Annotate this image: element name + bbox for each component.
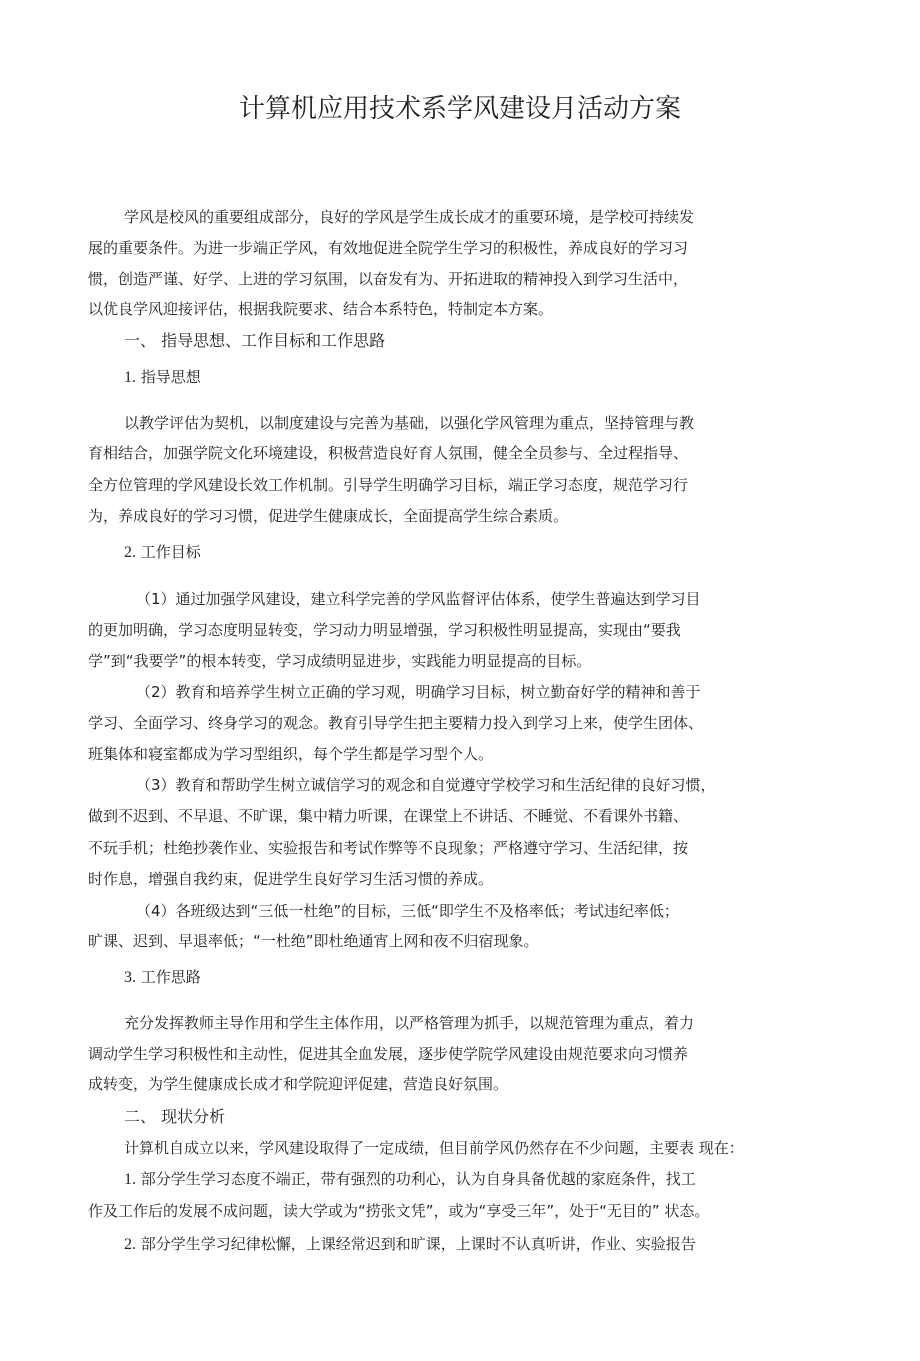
- status-item-text: 部分学生学习态度不端正，带有强烈的功利心，认为自身具备优越的家庭条件，找工: [140, 1170, 696, 1188]
- status-item-number: 1.: [124, 1171, 136, 1188]
- sub-heading-number: 1.: [124, 369, 136, 386]
- status-item-2-line-1: [124, 1233, 696, 1254]
- goal-item-2-line-3: 班集体和寝室都成为学习型组织，每个学生都是学习型个人。: [88, 745, 494, 763]
- goal-item-4-line-1: [136, 900, 679, 921]
- sub-heading-label: 工作目标: [140, 543, 201, 561]
- goal-item-4-line-2: 旷课、迟到、早退率低；“一杜绝”即杜绝通宵上网和夜不归宿现象。: [88, 932, 539, 950]
- approach-line-2: 调动学生学习积极性和主动性，促进其全血发展，逐步使学院学风建设由规范要求向习惯养: [88, 1045, 689, 1063]
- sub-heading-label: 指导思想: [140, 368, 201, 386]
- intro-line-1: 学风是校风的重要组成部分，良好的学风是学生成长成才的重要环境，是学校可持续发: [124, 208, 695, 226]
- intro-line-3: 惯，创造严谨、好学、上进的学习氛围，以奋发有为、开拓进取的精神投入到学习生活中，: [88, 270, 689, 288]
- goal-item-number: （3）: [136, 776, 176, 794]
- goal-item-number: （2）: [136, 683, 176, 701]
- goal-item-1-line-2: 的更加明确，学习态度明显转变，学习动力明显增强，学习积极性明显提高，实现由“要我: [88, 621, 681, 639]
- goal-item-text: 各班级达到“三低一杜绝”的目标，三低“即学生不及格率低；考试违纪率低；: [175, 902, 679, 920]
- goal-item-1-line-3: 学”到“我要学”的根本转变，学习成绩明显进步，实践能力明显提高的目标。: [88, 652, 592, 670]
- goal-item-text: 教育和培养学生树立正确的学习观，明确学习目标，树立勤奋好学的精神和善于: [175, 683, 701, 701]
- goal-item-number: （4）: [136, 902, 176, 920]
- sub-heading-work-goals: [124, 541, 201, 562]
- section-1-heading: 一、 指导思想、工作目标和工作思路: [124, 331, 386, 350]
- sub-heading-work-approach: [124, 966, 201, 987]
- status-intro: 计算机自成立以来，学风建设取得了一定成绩，但目前学风仍然存在不少问题，主要表 现在：: [124, 1139, 744, 1157]
- goal-item-number: （1）: [136, 590, 176, 608]
- sub-heading-guiding-thought: [124, 366, 201, 387]
- goal-item-3-line-4: 时作息，增强自我约束，促进学生良好学习生活习惯的养成。: [88, 870, 494, 888]
- goal-item-2-line-2: 学习、全面学习、终身学习的观念。教育引导学生把主要精力投入到学习上来，使学生团体、: [88, 714, 704, 732]
- status-item-1-line-1: [124, 1168, 696, 1189]
- intro-line-4: 以优良学风迎接评估，根据我院要求、结合本系特色，特制定本方案。: [88, 300, 554, 318]
- section-2-heading: 二、 现状分析: [124, 1107, 226, 1126]
- approach-line-1: 充分发挥教师主导作用和学生主体作用，以严格管理为抓手，以规范管理为重点，着力: [124, 1014, 695, 1032]
- goal-item-3-line-2: 做到不迟到、不早退、不旷课，集中精力听课，在课堂上不讲话、不睡觉、不看课外书籍、: [88, 807, 689, 825]
- status-item-1-line-2: 作及工作后的发展不成问题，读大学或为“捞张文凭”，或为“享受三年”，处于“无目的” 状态。: [88, 1202, 710, 1220]
- intro-line-2: 展的重要条件。为进一步端正学风，有效地促进全院学生学习的积极性，养成良好的学习习: [88, 239, 689, 257]
- approach-line-3: 成转变，为学生健康成长成才和学院迎评促建，营造良好氛围。: [88, 1075, 509, 1093]
- document-title: 计算机应用技术系学风建设月活动方案: [238, 94, 681, 124]
- guiding-line-4: 为，养成良好的学习习惯，促进学生健康成长，全面提高学生综合素质。: [88, 507, 569, 525]
- goal-item-2-line-1: [136, 681, 701, 702]
- goal-item-text: 教育和帮助学生树立诚信学习的观念和自觉遵守学校学习和生活纪律的良好习惯，: [175, 776, 716, 794]
- goal-item-text: 通过加强学风建设，建立科学完善的学风监督评估体系，使学生普遍达到学习目: [175, 590, 701, 608]
- sub-heading-number: 2.: [124, 544, 136, 561]
- status-item-text: 部分学生学习纪律松懈，上课经常迟到和旷课，上课时不认真听讲，作业、实验报告: [140, 1235, 696, 1253]
- goal-item-3-line-3: 不玩手机；杜绝抄袭作业、实验报告和考试作弊等不良现象；严格遵守学习、生活纪律，按: [88, 839, 689, 857]
- guiding-line-2: 育相结合，加强学院文化环境建设，积极营造良好育人氛围，健全全员参与、全过程指导、: [88, 444, 689, 462]
- goal-item-3-line-1: [136, 774, 716, 795]
- sub-heading-number: 3.: [124, 969, 136, 986]
- sub-heading-label: 工作思路: [140, 968, 201, 986]
- guiding-line-1: 以教学评估为契机，以制度建设与完善为基础，以强化学风管理为重点，坚持管理与教: [124, 414, 695, 432]
- goal-item-1-line-1: [136, 588, 701, 609]
- status-item-number: 2.: [124, 1236, 136, 1253]
- guiding-line-3: 全方位管理的学风建设长效工作机制。引导学生明确学习目标，端正学习态度，规范学习行: [88, 476, 689, 494]
